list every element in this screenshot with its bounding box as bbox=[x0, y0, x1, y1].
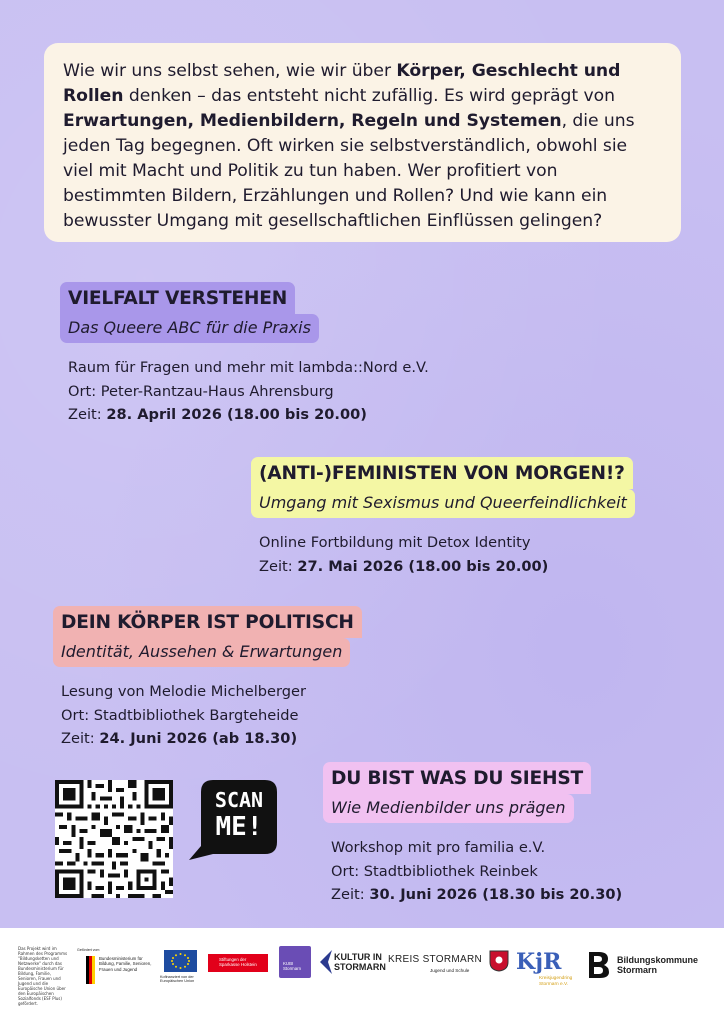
event-title: DEIN KÖRPER IST POLITISCH bbox=[53, 606, 362, 638]
kreis-sub-label: Jugend und Schule bbox=[430, 968, 470, 973]
event-time bbox=[61, 727, 362, 751]
bk-icon bbox=[589, 952, 609, 978]
event-description: Online Fortbildung mit Detox Identity bbox=[259, 534, 531, 551]
intro-bold-1: Körper, Geschlecht und Rollen bbox=[63, 61, 621, 106]
kreis-crest-icon bbox=[489, 950, 509, 972]
event-subtitle: Identität, Aussehen & Erwartungen bbox=[53, 638, 350, 667]
eu-label: Kofinanziert von der Europäischen Union bbox=[160, 975, 195, 983]
qr-code[interactable] bbox=[55, 780, 173, 898]
kultur-label: KULTUR IN STORMARN bbox=[334, 952, 386, 972]
event-time-label: Zeit: bbox=[61, 730, 100, 747]
event-description: Workshop mit pro familia e.V. bbox=[331, 839, 546, 856]
event-description: Raum für Fragen und mehr mit lambda::Nord e.V. bbox=[68, 359, 429, 376]
event-location: Ort: Stadtbibliothek Reinbek bbox=[331, 862, 538, 880]
event-location: Ort: Stadtbibliothek Bargteheide bbox=[61, 706, 299, 724]
event-details bbox=[53, 680, 362, 751]
kreis-label: KREIS STORMARN bbox=[388, 954, 483, 965]
event-time bbox=[68, 403, 429, 427]
ministry-pre: Gefördert vom bbox=[77, 948, 100, 952]
event-subtitle: Das Queere ABC für die Praxis bbox=[60, 314, 319, 343]
event-vielfalt bbox=[60, 282, 429, 427]
me-text: ME! bbox=[215, 812, 263, 842]
event-subtitle: Wie Medienbilder uns prägen bbox=[323, 794, 574, 823]
event-time-label: Zeit: bbox=[68, 406, 107, 423]
event-time-label: Zeit: bbox=[331, 886, 370, 903]
event-details bbox=[251, 531, 635, 578]
intro-text-1: Wie wir uns selbst sehen, wie wir über bbox=[63, 61, 397, 81]
program-note: Das Projekt wird im Rahmen des Programms "Bildungsketten und Netzwerke" durch das Bundesministerium für Bildung, Familie, Senioren, Frauen und Jugend und die Europäische Union über den Europäischen Sozialfonds (ESF Plus) gefördert. bbox=[18, 946, 68, 1006]
kjr-icon: KjR bbox=[516, 949, 562, 975]
kubi-label: KUBI Stormarn bbox=[283, 961, 302, 972]
ministry-name: Bundesministerium für Bildung, Familie, Senioren, Frauen und Jugend bbox=[99, 956, 152, 972]
event-du-bist-was-du-siehst bbox=[323, 762, 622, 907]
scan-me-bubble bbox=[187, 780, 277, 860]
intro-text-3: , die uns jeden Tag begegnen. Oft wirken sie selbstverständlich, obwohl sie viel mit Macht und Politik zu tun haben. Wer profitiert von bestimmten Bildern, Erzählungen und Rollen? Und wie kann ein bewusster Umgang mit gesellschaftlichen Einflüssen gelingen? bbox=[63, 111, 635, 231]
event-time bbox=[331, 883, 622, 907]
sponsor-footer bbox=[0, 928, 724, 1024]
scan-text: SCAN bbox=[214, 788, 264, 812]
sparkasse-label: Stiftungen der Sparkasse Holstein bbox=[219, 957, 257, 968]
federal-eagle-icon bbox=[86, 956, 96, 984]
event-time-label: Zeit: bbox=[259, 557, 298, 575]
event-details bbox=[60, 356, 429, 427]
event-time-value: 28. April 2026 (18.00 bis 20.00) bbox=[106, 406, 367, 423]
event-title: VIELFALT VERSTEHEN bbox=[60, 282, 295, 314]
eu-flag-icon bbox=[164, 950, 197, 972]
event-subtitle: Umgang mit Sexismus und Queerfeindlichkeit bbox=[251, 489, 635, 518]
event-time bbox=[259, 555, 635, 579]
event-antifeministen bbox=[251, 457, 635, 578]
kjr-sub-label: Kreisjugendring Stormarn e.V. bbox=[539, 976, 573, 987]
kultur-icon bbox=[320, 950, 332, 974]
event-details bbox=[323, 836, 622, 907]
event-location: Ort: Peter-Rantzau-Haus Ahrensburg bbox=[68, 382, 334, 400]
bk-label: Bildungskommune Stormarn bbox=[617, 955, 699, 975]
event-time-value: 30. Juni 2026 (18.30 bis 20.30) bbox=[369, 886, 623, 903]
event-description: Lesung von Melodie Michelberger bbox=[61, 683, 306, 700]
event-title: (ANTI-)FEMINISTEN VON MORGEN!? bbox=[251, 457, 633, 489]
event-title: DU BIST WAS DU SIEHST bbox=[323, 762, 591, 794]
event-koerper-politisch bbox=[53, 606, 362, 751]
intro-box bbox=[44, 43, 681, 242]
intro-text-2: denken – das entsteht nicht zufällig. Es wird geprägt von bbox=[123, 86, 615, 106]
event-time-value: 27. Mai 2026 (18.00 bis 20.00) bbox=[297, 557, 549, 575]
intro-bold-2: Erwartungen, Medienbildern, Regeln und Systemen bbox=[63, 111, 562, 131]
event-time-value: 24. Juni 2026 (ab 18.30) bbox=[99, 730, 298, 747]
